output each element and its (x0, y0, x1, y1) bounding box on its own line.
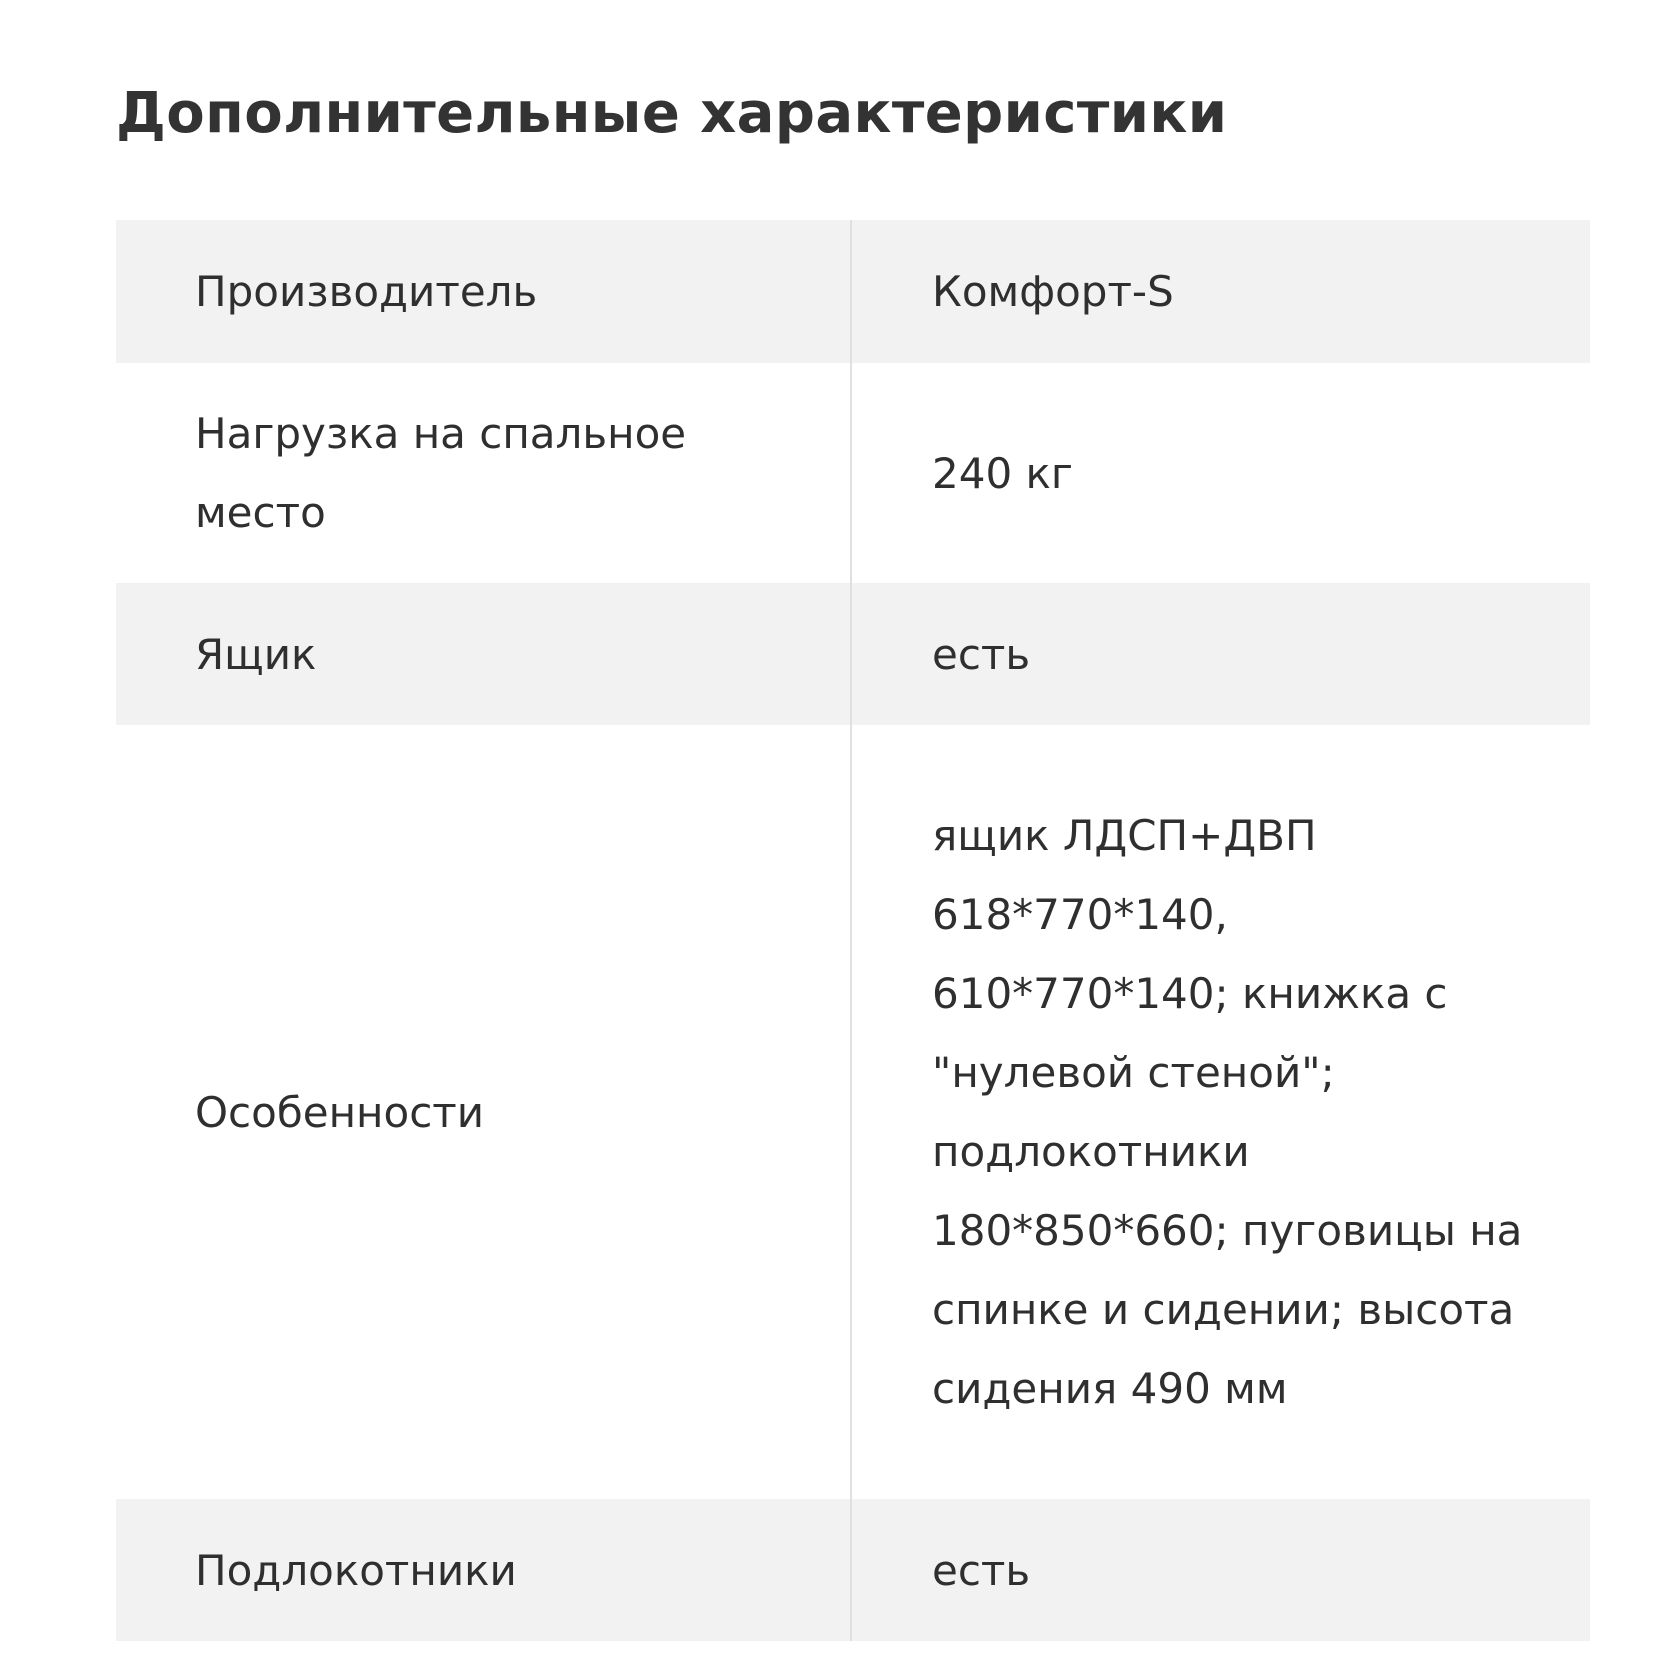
spec-value-cell (852, 583, 1590, 725)
spec-value: Комфорт-S (932, 267, 1174, 316)
spec-row-features (116, 725, 1590, 1499)
spec-name-cell (116, 583, 852, 725)
spec-value-cell (852, 363, 1590, 583)
specs-table (116, 220, 1590, 1641)
spec-name: Особенности (195, 1087, 485, 1137)
spec-row-load (116, 363, 1590, 583)
spec-value: ящик ЛДСП+ДВП 618*770*140, 610*770*140; книжка с "нулевой стеной"; подлокотники 180*850*660; пуговицы на спинке и сидении; высота сидения 490 мм (932, 811, 1523, 1413)
spec-value: есть (932, 629, 1031, 679)
spec-name-cell (116, 725, 852, 1499)
spec-row-drawer (116, 583, 1590, 725)
spec-name: Нагрузка на спальное место (195, 409, 687, 537)
spec-value: 240 кг (932, 448, 1073, 498)
spec-value: есть (932, 1545, 1031, 1595)
spec-name: Ящик (195, 629, 317, 679)
spec-name-cell (116, 1499, 852, 1641)
spec-name-cell (116, 220, 852, 363)
spec-value-cell (852, 725, 1590, 1499)
spec-name: Подлокотники (195, 1545, 517, 1595)
spec-name-cell (116, 363, 852, 583)
spec-row-armrests (116, 1499, 1590, 1641)
spec-value-cell (852, 1499, 1590, 1641)
spec-value-cell (852, 220, 1590, 363)
section-title: Дополнительные характеристики (116, 81, 1228, 146)
spec-row-manufacturer (116, 220, 1590, 363)
spec-name: Производитель (195, 267, 538, 316)
